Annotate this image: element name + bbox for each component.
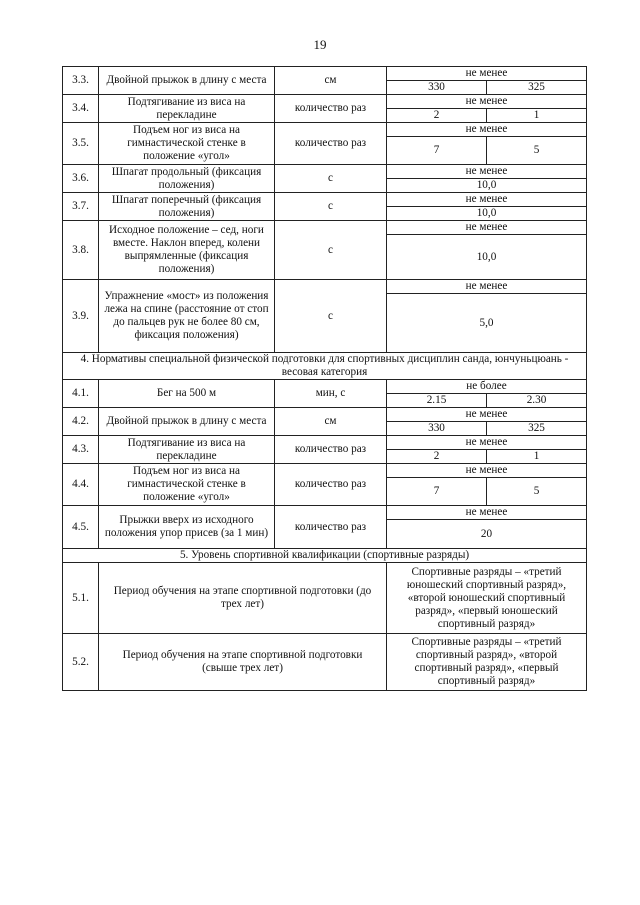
norm-value-2: 325 — [487, 422, 587, 436]
table-row — [63, 280, 587, 294]
section-title: 4. Нормативы специальной физической подготовки для спортивных дисциплин санда, юнчуньцюань - весовая категория — [63, 353, 587, 380]
row-number: 4.4. — [63, 464, 99, 506]
table-row — [63, 408, 587, 422]
norm-value-1: 330 — [387, 422, 487, 436]
section-header — [63, 353, 587, 380]
norm-value: 10,0 — [387, 179, 587, 193]
condition-label: не менее — [387, 436, 587, 450]
rank-value: Спортивные разряды – «третий юношеский спортивный разряд», «второй юношеский спортивный разряд», «первый юношеский спортивный разряд» — [387, 563, 587, 634]
page-number: 19 — [313, 37, 327, 52]
norm-value-2: 325 — [487, 81, 587, 95]
unit: количество раз — [275, 506, 387, 549]
row-number: 4.5. — [63, 506, 99, 549]
row-number: 3.6. — [63, 165, 99, 193]
condition-label: не менее — [387, 506, 587, 520]
norm-value-2: 5 — [487, 137, 587, 165]
row-number: 3.3. — [63, 67, 99, 95]
table-row — [63, 464, 587, 478]
exercise-name: Двойной прыжок в длину с места — [99, 408, 275, 436]
table-row — [63, 634, 587, 691]
condition-label: не менее — [387, 280, 587, 294]
section-title: 5. Уровень спортивной квалификации (спортивные разряды) — [63, 549, 587, 563]
condition-label: не менее — [387, 408, 587, 422]
norm-value: 10,0 — [387, 207, 587, 221]
exercise-name: Шпагат поперечный (фиксация положения) — [99, 193, 275, 221]
exercise-name: Подтягивание из виса на перекладине — [99, 95, 275, 123]
unit: с — [275, 165, 387, 193]
exercise-name: Подъем ног из виса на гимнастической стенке в положение «угол» — [99, 464, 275, 506]
row-number: 5.1. — [63, 563, 99, 634]
condition-label: не менее — [387, 193, 587, 207]
norm-value: 5,0 — [387, 294, 587, 353]
norm-value: 20 — [387, 520, 587, 549]
unit: количество раз — [275, 464, 387, 506]
exercise-name: Подъем ног из виса на гимнастической стенке в положение «угол» — [99, 123, 275, 165]
norm-value-2: 1 — [487, 109, 587, 123]
row-number: 4.2. — [63, 408, 99, 436]
row-number: 3.4. — [63, 95, 99, 123]
condition-label: не менее — [387, 95, 587, 109]
table-row — [63, 95, 587, 109]
norm-value-1: 2.15 — [387, 394, 487, 408]
table-row — [63, 563, 587, 634]
condition-label: не менее — [387, 464, 587, 478]
row-number: 3.8. — [63, 221, 99, 280]
norm-value-2: 1 — [487, 450, 587, 464]
unit: с — [275, 221, 387, 280]
exercise-name: Подтягивание из виса на перекладине — [99, 436, 275, 464]
row-number: 3.9. — [63, 280, 99, 353]
table-row — [63, 193, 587, 207]
period-name: Период обучения на этапе спортивной подготовки (до трех лет) — [99, 563, 387, 634]
norm-value-1: 7 — [387, 137, 487, 165]
norm-value: 10,0 — [387, 235, 587, 280]
condition-label: не более — [387, 380, 587, 394]
section-header — [63, 549, 587, 563]
row-number: 3.7. — [63, 193, 99, 221]
table-row — [63, 506, 587, 520]
exercise-name: Упражнение «мост» из положения лежа на спине (расстояние от стоп до пальцев рук не более 80 см, фиксация положения) — [99, 280, 275, 353]
table-row — [63, 67, 587, 81]
condition-label: не менее — [387, 221, 587, 235]
norm-value-1: 330 — [387, 81, 487, 95]
row-number: 3.5. — [63, 123, 99, 165]
row-number: 4.3. — [63, 436, 99, 464]
table-row — [63, 436, 587, 450]
norm-value-2: 2.30 — [487, 394, 587, 408]
exercise-name: Бег на 500 м — [99, 380, 275, 408]
unit: количество раз — [275, 123, 387, 165]
condition-label: не менее — [387, 165, 587, 179]
condition-label: не менее — [387, 67, 587, 81]
unit: с — [275, 193, 387, 221]
unit: количество раз — [275, 95, 387, 123]
unit: с — [275, 280, 387, 353]
exercise-name: Двойной прыжок в длину с места — [99, 67, 275, 95]
table-row — [63, 221, 587, 235]
table-row — [63, 380, 587, 394]
exercise-name: Прыжки вверх из исходного положения упор присев (за 1 мин) — [99, 506, 275, 549]
norms-table — [62, 66, 587, 691]
table-row — [63, 123, 587, 137]
unit: см — [275, 67, 387, 95]
rank-value: Спортивные разряды – «третий спортивный разряд», «второй спортивный разряд», «первый спортивный разряд» — [387, 634, 587, 691]
row-number: 4.1. — [63, 380, 99, 408]
unit: см — [275, 408, 387, 436]
period-name: Период обучения на этапе спортивной подготовки (свыше трех лет) — [99, 634, 387, 691]
table-row — [63, 165, 587, 179]
unit: количество раз — [275, 436, 387, 464]
exercise-name: Исходное положение – сед, ноги вместе. Наклон вперед, колени выпрямленные (фиксация положения) — [99, 221, 275, 280]
unit: мин, с — [275, 380, 387, 408]
norm-value-1: 7 — [387, 478, 487, 506]
exercise-name: Шпагат продольный (фиксация положения) — [99, 165, 275, 193]
norm-value-2: 5 — [487, 478, 587, 506]
row-number: 5.2. — [63, 634, 99, 691]
norm-value-1: 2 — [387, 109, 487, 123]
norm-value-1: 2 — [387, 450, 487, 464]
condition-label: не менее — [387, 123, 587, 137]
